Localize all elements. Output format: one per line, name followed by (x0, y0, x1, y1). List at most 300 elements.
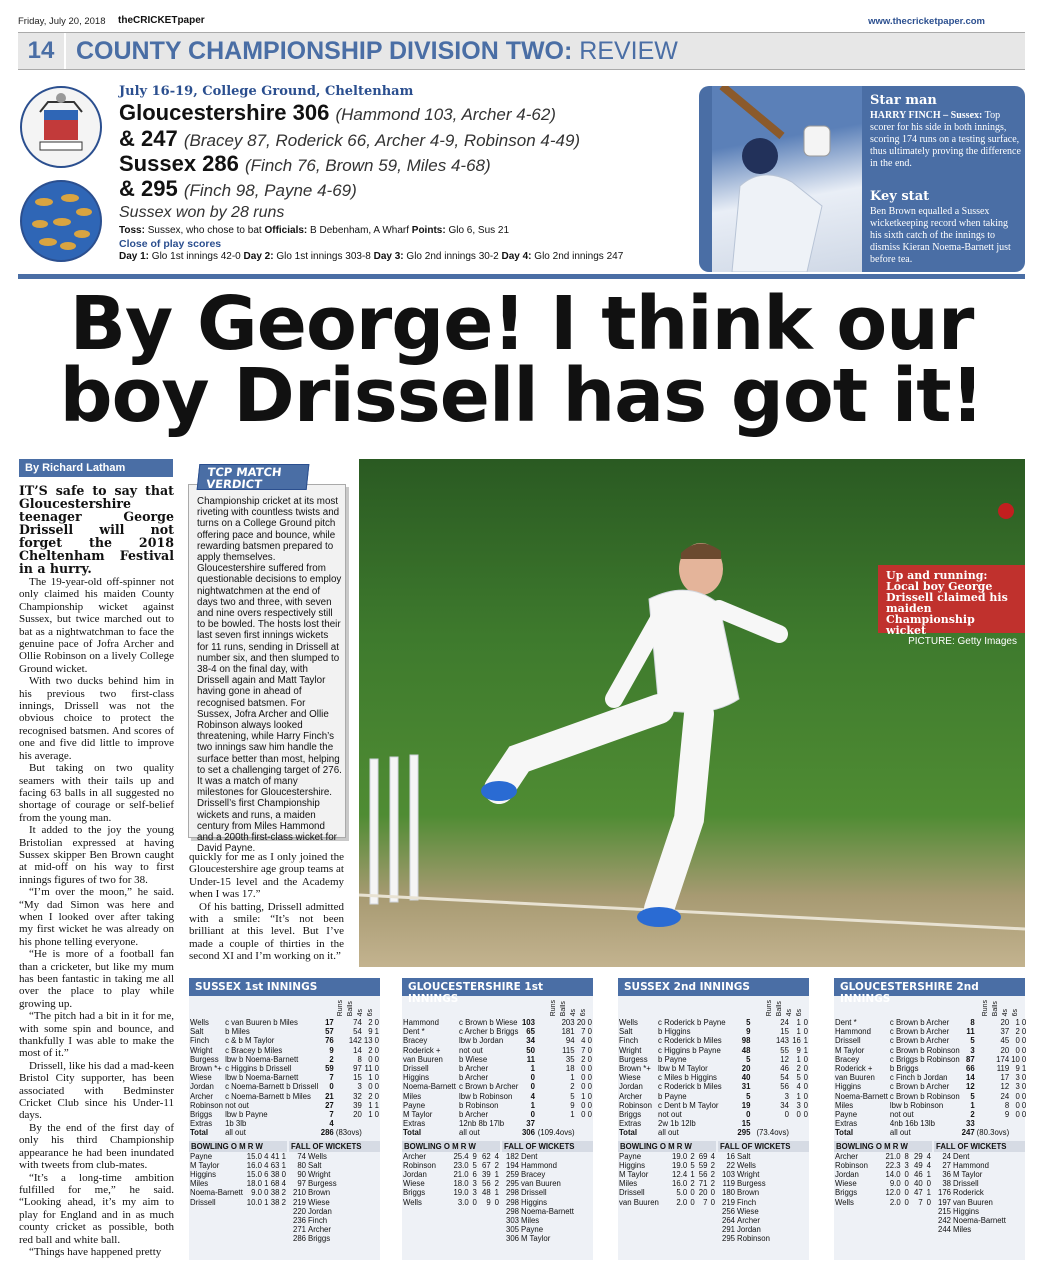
batting-row (618, 1055, 809, 1064)
sixes: 0 (1021, 1110, 1027, 1120)
fow-row (289, 1170, 380, 1179)
fours: 1 (796, 1054, 801, 1064)
dismissal: all out (459, 1128, 480, 1138)
bowling-figure: 1 (494, 1188, 499, 1198)
bowling-label: BOWLING (191, 1141, 229, 1151)
runs: 306 (521, 1128, 535, 1138)
paper-url-link[interactable]: www.thecricketpaper.com (868, 16, 985, 27)
dismissal: c Noema-Barnett b Miles (225, 1091, 311, 1101)
fow-row (718, 1161, 809, 1170)
fow-row (934, 1225, 1025, 1234)
bowling-label: BOWLING (404, 1141, 442, 1151)
bowling-figure: 38 (270, 1197, 280, 1207)
bowling-table (402, 1152, 500, 1207)
day4-label: Day 4: (501, 251, 532, 262)
bowling-fow (834, 1141, 1025, 1235)
fow-score: 176 (937, 1188, 951, 1198)
bowler-name: Drissell (619, 1188, 645, 1198)
scorecard-column-headers (337, 1000, 374, 1016)
sixes: 0 (374, 1045, 379, 1055)
column-header: Runs (337, 1000, 344, 1017)
bowling-row (834, 1161, 932, 1170)
balls (976, 1119, 1011, 1128)
balls: 143 (775, 1036, 789, 1046)
runs: 8 (970, 1018, 975, 1027)
dismissal: not out (889, 1110, 914, 1120)
fow-score: 305 (505, 1225, 519, 1235)
score-line-3 (119, 151, 491, 177)
bowling-row (618, 1198, 716, 1207)
score-1-detail: (Hammond 103, Archer 4-62) (335, 105, 556, 124)
score-line-4 (119, 176, 357, 202)
bowling-figure: 4 (264, 1151, 269, 1161)
column-header: 4s (786, 1008, 793, 1017)
fow-header: FALL OF WICKETS (289, 1141, 380, 1152)
fow-row (502, 1161, 593, 1170)
fow-row (934, 1207, 1025, 1216)
fow-batter: Noema-Barnett (521, 1206, 574, 1216)
sixes: 0 (587, 1064, 592, 1074)
match-result: Sussex won by 28 runs (119, 204, 285, 221)
balls: 1 (570, 1073, 575, 1083)
batter-name: Total (190, 1128, 209, 1138)
sixes: 0 (374, 1018, 379, 1027)
day4-score: Glo 2nd innings 247 (534, 251, 624, 262)
fours: 1 (581, 1091, 586, 1101)
batting-row (618, 1101, 809, 1110)
fow-batter: Wells (737, 1160, 756, 1170)
fow-batter: Wells (308, 1151, 327, 1161)
balls (335, 1119, 363, 1128)
harry-finch-photo (712, 86, 862, 272)
sixes (1021, 1119, 1027, 1128)
bowling-fow (402, 1141, 593, 1244)
scorecard-column-headers (766, 1000, 803, 1016)
bowling-figure: 18.0 (246, 1179, 262, 1189)
batter-name: Briggs (619, 1110, 642, 1120)
fours: 0 (581, 1073, 586, 1083)
batter-name: Burgess (619, 1054, 648, 1064)
dismissal: all out (658, 1128, 679, 1138)
runs: 50 (526, 1045, 535, 1055)
column-header: Runs (550, 1000, 557, 1017)
bowling-figure: 6 (264, 1170, 269, 1180)
fours: 0 (581, 1100, 586, 1110)
fours: 2 (368, 1018, 373, 1027)
column-header: Balls (347, 1001, 354, 1017)
bowling-figure: 2 (690, 1151, 695, 1161)
fow-row (502, 1207, 593, 1216)
balls: 94 (565, 1036, 575, 1046)
batting-row (402, 1073, 593, 1082)
balls: 24 (1000, 1091, 1010, 1101)
batting-row (189, 1055, 380, 1064)
fow-score: 264 (721, 1216, 735, 1226)
bowler-name: Archer (403, 1151, 426, 1161)
batter-name: Total (619, 1128, 638, 1138)
bowling-row (189, 1170, 287, 1179)
batter-name: Burgess (190, 1054, 219, 1064)
batter-name: Bracey (835, 1054, 860, 1064)
bowling-figure: 19.0 (672, 1160, 688, 1170)
batter-name: Wells (190, 1018, 209, 1027)
fow-table (289, 1152, 380, 1244)
sixes: 0 (374, 1054, 379, 1064)
bowling-section (402, 1141, 500, 1244)
dismissal: 12nb 8b 17lb (459, 1119, 505, 1129)
balls (751, 1119, 790, 1128)
bowler-name: Wiese (835, 1179, 857, 1189)
batting-row (189, 1018, 380, 1027)
bowling-figure: 9.0 (251, 1188, 262, 1198)
bowling-header (618, 1141, 716, 1152)
dismissal: c Brown b Archer (889, 1036, 950, 1046)
batting-row (402, 1119, 593, 1128)
fow-score: 16 (726, 1151, 735, 1161)
bowling-figure: 5 (690, 1160, 695, 1170)
balls: 1 (570, 1110, 575, 1120)
score-1: Gloucestershire 306 (119, 100, 330, 125)
bowling-figure: 4 (926, 1160, 931, 1170)
batter-name: Brown *+ (190, 1064, 222, 1074)
bowling-figure: 2 (281, 1197, 286, 1207)
dismissal: 4nb 16b 13lb (889, 1119, 935, 1129)
fours: 3 (1015, 1082, 1020, 1092)
caption-credit: PICTURE: Getty Images (908, 636, 1017, 647)
bowling-figure: 2.0 (889, 1197, 901, 1207)
runs: 14 (965, 1073, 975, 1083)
batting-row (189, 1110, 380, 1119)
balls: 46 (780, 1064, 789, 1074)
column-header: 6s (1012, 1008, 1019, 1017)
runs: 17 (325, 1018, 334, 1027)
sixes: 0 (587, 1082, 592, 1092)
batting-row (834, 1055, 1027, 1064)
runs: 7 (329, 1073, 334, 1083)
dismissal: lbw b Jordan (459, 1036, 504, 1046)
fow-batter: Dent (953, 1151, 970, 1161)
bowling-row (189, 1198, 287, 1207)
dismissal: c Roderick b Payne (658, 1018, 726, 1027)
day3-label: Day 3: (373, 251, 404, 262)
batter-name: Robinson (190, 1100, 223, 1110)
runs: 4 (530, 1091, 535, 1101)
key-stat-body: Ben Brown equalled a Sussex wicketkeeping record when taking his sixth catch of the innings to dismiss Kieran Noema-Barnett just before tea. (870, 206, 1011, 265)
balls: 24 (780, 1018, 789, 1027)
fow-row (502, 1188, 593, 1197)
bowling-figure: 41 (270, 1151, 280, 1161)
fow-row (289, 1225, 380, 1234)
fours: 9 (368, 1027, 373, 1037)
batter-name: Extras (403, 1119, 426, 1129)
bowling-figure: 59 (698, 1160, 708, 1170)
batting-row (834, 1036, 1027, 1045)
batter-name: Briggs (190, 1110, 213, 1120)
fours (363, 1128, 374, 1137)
bowling-row (189, 1188, 287, 1197)
dismissal: c Roderick b Miles (658, 1036, 722, 1046)
fours: 0 (581, 1064, 586, 1074)
section-title-main: COUNTY CHAMPIONSHIP DIVISION TWO: (76, 37, 573, 65)
batting-row (402, 1082, 593, 1091)
batter-name: M Taylor (403, 1110, 433, 1120)
bowling-figure: 38 (270, 1170, 280, 1180)
omrw-label: O M R W (230, 1141, 263, 1151)
dismissal: all out (225, 1128, 246, 1138)
runs: 12 (965, 1082, 975, 1092)
bowling-figure: 2 (281, 1188, 286, 1198)
fours: 4 (581, 1036, 586, 1046)
fours (1010, 1119, 1021, 1128)
score-4-detail: (Finch 98, Payne 4-69) (183, 181, 357, 200)
match-verdict-text: Championship cricket at its most riveting with countless twists and turns on a College Ground pitch offering pace and bounce, while rewarding batsmen prepared to apply themselves. Gloucestershire suffered from questionable decisions to employ nightwatchmen at the end of days two and three, with seven and nine overs respectively still to be bowled. The hosts lost their last seven first innings wickets for 11 runs, sending in Drissell at number six, and then slumped to 38-4 on the final day, with Drissell again and Matt Taylor having gone in ahead of recognised batsmen. For Sussex, Jofra Archer and Ollie Robinson always looked threatening, while Harry Finch’s two innings saw him handle the surface better than most, helping to set a challenging target of 276. It was a match of many milestones for Gloucestershire. Drissell’s first Championship wickets and runs, a maiden century from Miles Hammond and a 200th first-class wicket for David Payne. (197, 496, 342, 855)
bowling-figure: 4 (264, 1160, 269, 1170)
fow-batter: Salt (737, 1151, 751, 1161)
officials-value: B Debenham, A Wharf (310, 225, 409, 236)
column-header: Runs (982, 1000, 989, 1017)
fow-batter: M Taylor (953, 1170, 983, 1180)
sixes: 0 (587, 1027, 592, 1037)
batting-row (402, 1092, 593, 1101)
fow-row (718, 1216, 809, 1225)
fow-score: 103 (721, 1170, 735, 1180)
fours: 1 (368, 1100, 373, 1110)
batting-row (402, 1101, 593, 1110)
bowler-name: Robinson (403, 1160, 436, 1170)
bowling-row (402, 1170, 500, 1179)
bowling-row (189, 1161, 287, 1170)
balls: 20 (1000, 1018, 1010, 1027)
bowling-figure: 0 (264, 1188, 269, 1198)
batter-name: Payne (835, 1110, 858, 1120)
fow-score: 182 (505, 1151, 519, 1161)
fours: 3 (1015, 1073, 1020, 1083)
bowling-figure: 3 (904, 1160, 909, 1170)
sixes: 0 (1021, 1027, 1027, 1037)
fow-row (934, 1216, 1025, 1225)
batter-name: van Buuren (403, 1054, 443, 1064)
dismissal: 2w 1b 12lb (658, 1119, 696, 1129)
batting-row (618, 1046, 809, 1055)
batter-name: Drissell (835, 1036, 861, 1046)
bowling-figure: 49 (914, 1160, 923, 1170)
fow-score: 215 (937, 1206, 951, 1216)
batting-row (834, 1027, 1027, 1036)
fow-score: 38 (942, 1179, 951, 1189)
balls: 17 (1000, 1073, 1010, 1083)
dismissal: c Noema-Barnett b Drissell (225, 1082, 319, 1092)
batting-table (618, 1018, 809, 1138)
batting-row (402, 1128, 593, 1137)
bowling-figure: 29 (914, 1151, 923, 1161)
article-paragraph: Of his batting, Drissell admitted with a smile: “It’s not been brilliant at this level. But I’ve made a couple of thirties in the second XI and I’m working on it.” (189, 900, 344, 963)
bowling-figure: 12.4 (672, 1170, 688, 1180)
batting-table (402, 1018, 593, 1138)
runs: 34 (526, 1036, 535, 1046)
balls: 181 (561, 1027, 575, 1037)
batting-row (618, 1110, 809, 1119)
bowling-row (402, 1198, 500, 1207)
bowler-name: M Taylor (619, 1170, 649, 1180)
runs: 76 (325, 1036, 334, 1046)
bowling-figure: 2 (494, 1160, 499, 1170)
fours: 2 (796, 1064, 801, 1074)
sixes: 0 (587, 1045, 592, 1055)
bowling-fow (189, 1141, 380, 1244)
fow-batter: Wright (737, 1170, 760, 1180)
sixes: 0 (587, 1073, 592, 1083)
sixes: 0 (587, 1054, 592, 1064)
article-paragraph: But taking on two quality seamers with their tails up and facing 63 balls in all suggested no shortage of courage or self-belief from the young man. (19, 762, 174, 824)
fours: 7 (581, 1027, 586, 1037)
runs: 57 (325, 1027, 334, 1037)
fours: 13 (363, 1036, 373, 1046)
dismissal: not out (225, 1100, 249, 1110)
batter-name: Robinson (619, 1100, 652, 1110)
batter-name: Extras (835, 1119, 858, 1129)
fow-section (718, 1141, 809, 1244)
fow-score: 90 (297, 1170, 306, 1180)
batting-row (834, 1018, 1027, 1027)
fow-score: 180 (721, 1188, 735, 1198)
runs: 59 (325, 1064, 334, 1074)
bowling-figure: 0 (690, 1188, 695, 1198)
scorecard (834, 978, 1025, 1260)
runs: 9 (746, 1027, 751, 1037)
bowling-figure: 4 (494, 1151, 499, 1161)
bowling-figure: 1 (926, 1170, 931, 1180)
fours: 1 (796, 1018, 801, 1027)
balls: 37 (1000, 1027, 1010, 1037)
fours: 0 (1015, 1091, 1020, 1101)
balls: 54 (353, 1027, 362, 1037)
batting-row (402, 1064, 593, 1073)
fours: 3 (796, 1100, 801, 1110)
sixes (802, 1119, 809, 1128)
bowling-figure: 21.0 (885, 1151, 901, 1161)
sixes: 0 (374, 1064, 379, 1074)
dismissal: c Miles b Higgins (658, 1073, 717, 1083)
headline-line-2: boy Drissell has got it! (59, 353, 984, 439)
match-venue: July 16-19, College Ground, Cheltenham (119, 84, 414, 99)
runs: 40 (741, 1073, 751, 1083)
fow-batter: Higgins (521, 1197, 548, 1207)
balls: 119 (996, 1064, 1010, 1074)
fow-score: 97 (297, 1179, 306, 1189)
batting-row (618, 1064, 809, 1073)
fours: 0 (368, 1054, 373, 1064)
sixes: 0 (803, 1082, 808, 1092)
article-paragraph: The 19-year-old off-spinner not only claimed his maiden County Championship wicket against Sussex, but twice marched out to bat as a nightwatchman to face the genuine pace of Jofra Archer and Ollie Robinson on a lively College Ground wicket. (19, 576, 174, 675)
runs: 103 (521, 1018, 535, 1027)
fow-batter: Briggs (308, 1234, 331, 1244)
bowling-figure: 5 (472, 1160, 477, 1170)
fow-batter: Brown (308, 1188, 331, 1198)
balls: 14 (353, 1045, 362, 1055)
sixes: 0 (1021, 1073, 1027, 1083)
bowling-figure: 23.0 (453, 1160, 469, 1170)
balls: 54 (780, 1073, 789, 1083)
batter-name: Roderick + (835, 1064, 873, 1074)
runs: 0 (530, 1073, 535, 1083)
close-of-play-heading: Close of play scores (119, 238, 222, 250)
batter-name: Archer (619, 1091, 642, 1101)
bowling-figure: 1 (264, 1197, 269, 1207)
runs: 33 (965, 1119, 975, 1129)
bowling-figure: 47 (914, 1188, 923, 1198)
bowling-figure: 0 (710, 1188, 715, 1198)
dismissal: b Payne (658, 1091, 687, 1101)
fow-batter: Jordan (308, 1206, 332, 1216)
sixes: 0 (1021, 1054, 1027, 1064)
bowling-table (834, 1152, 932, 1207)
section-title-review: REVIEW (579, 37, 678, 65)
bowling-label: BOWLING (836, 1141, 874, 1151)
bowling-row (189, 1179, 287, 1188)
batting-row (618, 1119, 809, 1128)
star-man-text (870, 110, 1022, 170)
bowling-figure: 0 (472, 1197, 477, 1207)
batting-row (189, 1092, 380, 1101)
batting-row (189, 1046, 380, 1055)
fow-score: 242 (937, 1216, 951, 1226)
section-title (76, 33, 678, 69)
article-column-2 (189, 851, 344, 963)
fours: 1 (368, 1110, 373, 1120)
fow-score: 286 (292, 1234, 306, 1244)
fow-batter: Wright (308, 1170, 331, 1180)
omrw-label: O M R W (659, 1141, 692, 1151)
balls (536, 1119, 576, 1128)
bowler-name: Wells (403, 1197, 422, 1207)
runs: 20 (741, 1064, 751, 1074)
article-column-1 (19, 484, 174, 1258)
fow-row (934, 1188, 1025, 1197)
sixes: 0 (803, 1018, 808, 1027)
balls: 0 (784, 1110, 789, 1120)
runs: 37 (526, 1119, 535, 1129)
bowling-row (618, 1161, 716, 1170)
batting-row (834, 1110, 1027, 1119)
bowling-figure: 0 (710, 1197, 715, 1207)
bowler-name: Briggs (403, 1188, 426, 1198)
fow-score: 298 (505, 1206, 519, 1216)
balls: 18 (565, 1064, 575, 1074)
bowling-fow (618, 1141, 809, 1244)
bowling-figure: 25.4 (453, 1151, 469, 1161)
fow-batter: Bracey (521, 1170, 546, 1180)
sixes (374, 1119, 380, 1128)
balls: 9 (1004, 1110, 1010, 1120)
sixes: 0 (1021, 1036, 1027, 1046)
column-header: 6s (580, 1008, 587, 1017)
bowling-figure: 7 (918, 1197, 923, 1207)
fow-batter: Miles (521, 1216, 540, 1226)
bowling-figure: 1 (281, 1151, 286, 1161)
bowling-figure: 3 (472, 1188, 477, 1198)
bowler-name: Miles (190, 1179, 209, 1189)
score-2-detail: (Bracey 87, Roderick 66, Archer 4-9, Robinson 4-49) (183, 131, 581, 150)
fow-row (289, 1234, 380, 1243)
dismissal: b Payne (658, 1054, 687, 1064)
batting-row (189, 1064, 380, 1073)
balls: 55 (780, 1045, 789, 1055)
page-number: 14 (18, 33, 66, 69)
runs: 11 (966, 1027, 975, 1037)
runs: 5 (746, 1018, 751, 1027)
sixes: 0 (803, 1091, 808, 1101)
batting-row (618, 1018, 809, 1027)
